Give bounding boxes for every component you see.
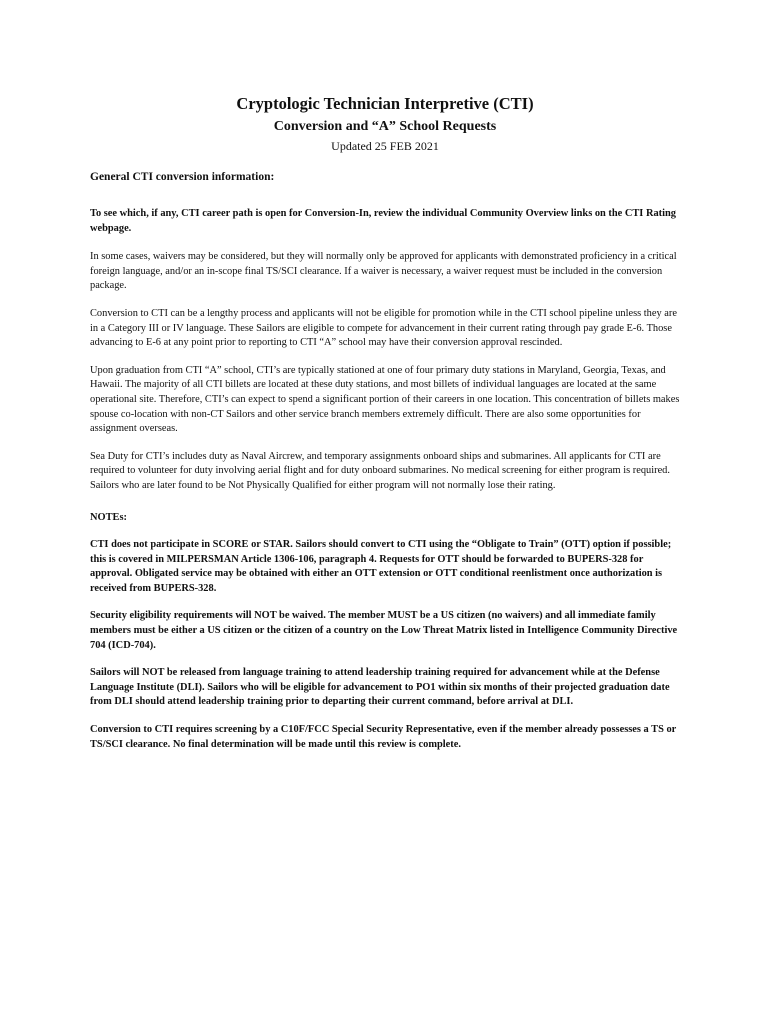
notes-heading: NOTEs: bbox=[90, 511, 127, 523]
document-title: Cryptologic Technician Interpretive (CTI) bbox=[236, 94, 534, 113]
general-paragraph-4: Upon graduation from CTI “A” school, CTI’s are typically stationed at one of four primary duty stations in Maryland, Georgia, Texas, and Hawaii. The majority of all CTI billets are located at these duty stations, and most billets of individual languages are located at the same operational site. Therefore, CTI’s can expect to spend a significant portion of their careers in one location. This concentration of billets makes spouse co-location with non-CT Sailors and other service branch members extremely difficult. There are also some opportunities for assignment overseas. bbox=[90, 364, 680, 435]
general-paragraph-2: In some cases, waivers may be considered, but they will normally only be approved for applicants with demonstrated proficiency in a critical foreign language, and/or an in-scope final TS/SCI clearance. If a waiver is necessary, a waiver request must be included in the conversion package. bbox=[90, 251, 677, 292]
note-2: Security eligibility requirements will NOT be waived. The member MUST be a US citizen (no waivers) and all immediate family members must be either a US citizen or the citizen of a country on the Low Threat Matrix listed in Intelligence Community Directive 704 (ICD-704). bbox=[90, 610, 678, 651]
general-paragraph-1: To see which, if any, CTI career path is open for Conversion-In, review the individual Community Overview links on the CTI Rating webpage. bbox=[90, 208, 676, 234]
note-4: Conversion to CTI requires screening by a C10F/FCC Special Security Representative, even if the member already possesses a TS or TS/SCI clearance. No final determination will be made until this review is complete. bbox=[90, 724, 677, 750]
document-body bbox=[90, 170, 680, 752]
document-header bbox=[0, 94, 770, 154]
general-paragraph-3: Conversion to CTI can be a lengthy process and applicants will not be eligible for promotion while in the CTI school pipeline unless they are in a Category III or IV language. These Sailors are eligible to compete for advancement in their current rating through pay grade E-6. Those advancing to E-6 at any point prior to reporting to CTI “A” school may have their conversion approval rescinded. bbox=[90, 307, 677, 349]
document-subtitle: Conversion and “A” School Requests bbox=[273, 119, 497, 134]
general-heading: General CTI conversion information: bbox=[90, 171, 275, 183]
updated-date: Updated 25 FEB 2021 bbox=[331, 139, 439, 153]
note-3: Sailors will NOT be released from language training to attend leadership training required for advancement while at the Defense Language Institute (DLI). Sailors who will be eligible for advancement to PO1 within six months of their projected graduation date from DLI should attend leadership training prior to departing their current command, before arrival at DLI. bbox=[90, 667, 670, 708]
note-1: CTI does not participate in SCORE or STAR. Sailors should convert to CTI using the “Obligate to Train” (OTT) option if possible; this is covered in MILPERSMAN Article 1306-106, paragraph 4. Requests for OTT should be forwarded to BUPERS-328 for approval. Obligated service may be obtained with either an OTT extension or OTT conditional reenlistment once authorization is received from BUPERS-328. bbox=[90, 539, 672, 594]
general-paragraph-5: Sea Duty for CTI’s includes duty as Naval Aircrew, and temporary assignments onboard ships and submarines. All applicants for CTI are required to volunteer for duty involving aerial flight and for duty onboard submarines. No medical screening for either program is required. Sailors who are later found to be Not Physically Qualified for either program will not normally lose their rating. bbox=[90, 450, 670, 491]
